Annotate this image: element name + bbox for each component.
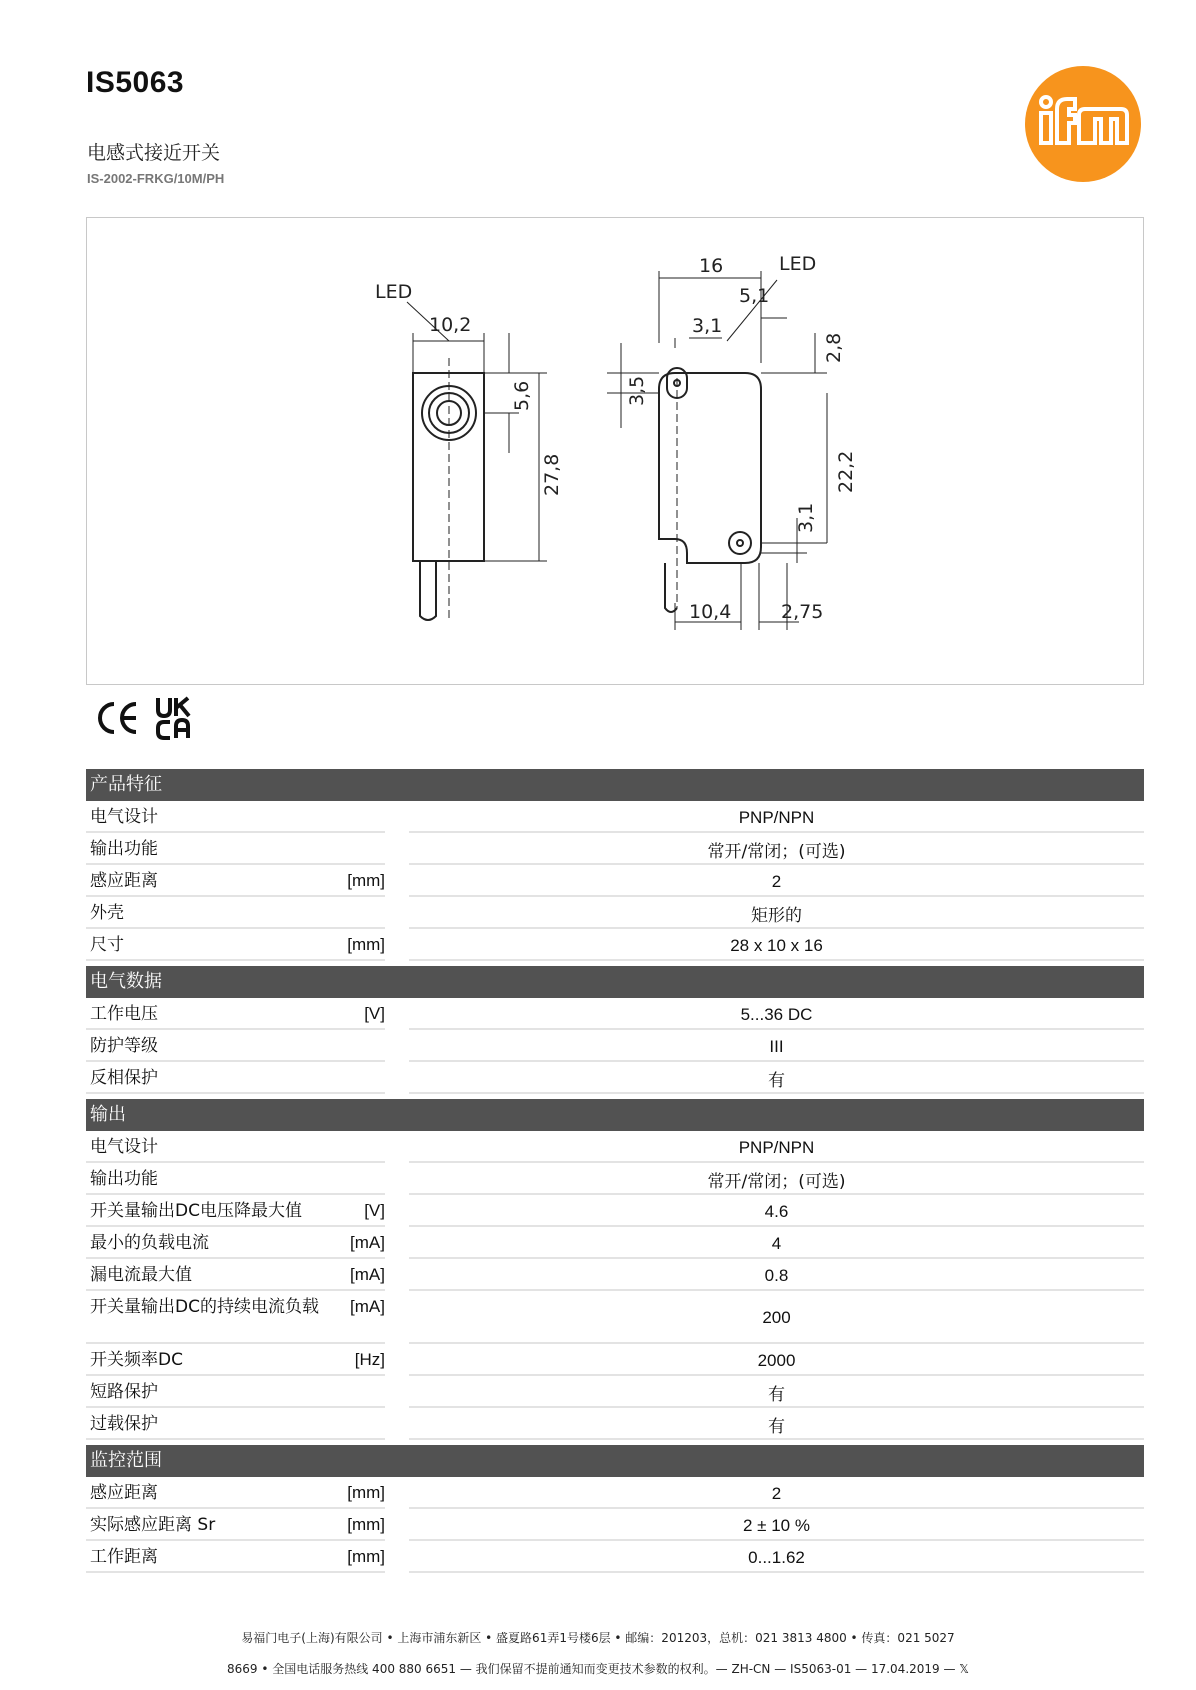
ifm-logo (1024, 65, 1142, 183)
table-row (86, 1480, 1144, 1509)
row-unit: [V] (364, 1201, 385, 1220)
table-row (86, 1065, 1144, 1094)
row-unit: [mm] (347, 1547, 385, 1566)
product-title: IS5063 (86, 66, 185, 99)
row-value: 有 (409, 1065, 1144, 1094)
product-code: IS-2002-FRKG/10M/PH (87, 171, 225, 186)
table-row (86, 804, 1144, 833)
table-row (86, 1198, 1144, 1227)
footer-address: 易福门电子(上海)有限公司 • 上海市浦东新区 • 盛夏路61弄1号楼6层 • 邮编：201203，总机：021 3813 4800 • 传真：021 5027 (241, 1631, 955, 1645)
dim-27-8: 27,8 (541, 453, 563, 496)
row-label: 感应距离 (90, 1483, 158, 1503)
table-row (86, 932, 1144, 961)
row-value: 2 (409, 868, 1144, 897)
row-value: 有 (409, 1379, 1144, 1408)
row-label: 感应距离 (90, 871, 158, 891)
dim-5-6: 5,6 (511, 380, 533, 411)
row-unit: [mm] (347, 1483, 385, 1502)
table-row (86, 1379, 1144, 1408)
row-value: III (409, 1033, 1144, 1062)
table-row (86, 1294, 1144, 1344)
row-value: 28 x 10 x 16 (409, 932, 1144, 961)
table-row (86, 1512, 1144, 1541)
row-label: 最小的负载电流 (90, 1233, 209, 1253)
dim-2-75: 2,75 (781, 601, 824, 623)
row-value: 2 (409, 1480, 1144, 1509)
table-row (86, 1033, 1144, 1062)
row-label: 输出功能 (90, 839, 158, 859)
row-label: 外壳 (90, 903, 124, 923)
led-label-right: LED (779, 253, 817, 275)
row-value: 0.8 (409, 1262, 1144, 1291)
table-row (86, 900, 1144, 929)
certification-marks (92, 694, 202, 740)
row-label: 电气设计 (90, 1137, 158, 1157)
row-value: 0...1.62 (409, 1544, 1144, 1573)
row-unit: [mm] (347, 935, 385, 954)
table-row (86, 1166, 1144, 1195)
ukca-mark (158, 698, 189, 738)
row-label: 防护等级 (90, 1036, 158, 1056)
table-row (86, 1411, 1144, 1440)
footer-legal: 8669 • 全国电话服务热线 400 880 6651 — 我们保留不提前通知而变更技术参数的权利。— ZH-CN — IS5063-01 — 17.04.2019 — 𝕏 (227, 1662, 969, 1676)
row-label: 实际感应距离 Sr (90, 1515, 216, 1535)
row-unit: [mA] (350, 1233, 385, 1252)
led-label-left: LED (375, 281, 413, 303)
row-unit: [Hz] (354, 1350, 385, 1369)
row-unit: [mA] (350, 1265, 385, 1284)
row-value: PNP/NPN (409, 804, 1144, 833)
row-label: 电气设计 (90, 807, 158, 827)
dim-5-1: 5,1 (739, 285, 770, 307)
dim-2-8: 2,8 (823, 332, 845, 363)
table-row (86, 1347, 1144, 1376)
dim-10-2: 10,2 (429, 314, 472, 336)
row-unit: [mm] (347, 871, 385, 890)
section-header-monitoring: 监控范围 (86, 1445, 1144, 1477)
row-value: 矩形的 (409, 900, 1144, 929)
row-unit: [mA] (350, 1297, 385, 1316)
table-row (86, 868, 1144, 897)
row-label: 尺寸 (90, 935, 124, 955)
row-value: 4 (409, 1230, 1144, 1259)
row-label: 工作距离 (90, 1547, 158, 1567)
section-header-features: 产品特征 (86, 769, 1144, 801)
row-unit: [mm] (347, 1515, 385, 1534)
dim-3-1-top: 3,1 (692, 315, 723, 337)
spec-tables (86, 769, 1144, 1573)
row-label: 漏电流最大值 (90, 1265, 192, 1285)
row-label: 过载保护 (90, 1414, 158, 1434)
row-value: 2 ± 10 % (409, 1512, 1144, 1541)
product-subtitle: 电感式接近开关 (87, 142, 221, 164)
row-label: 开关量输出DC的持续电流负载 (90, 1297, 319, 1317)
dim-3-5: 3,5 (626, 375, 648, 406)
dim-3-1-side: 3,1 (795, 502, 817, 533)
row-label: 反相保护 (90, 1068, 158, 1088)
row-label: 工作电压 (90, 1004, 158, 1024)
dim-16: 16 (699, 255, 724, 277)
ce-mark (100, 704, 114, 732)
table-row (86, 1001, 1144, 1030)
dim-22-2: 22,2 (835, 450, 857, 493)
row-label: 输出功能 (90, 1169, 158, 1189)
row-value: 4.6 (409, 1198, 1144, 1227)
row-value: 5...36 DC (409, 1001, 1144, 1030)
row-value: 常开/常闭；(可选) (409, 1166, 1144, 1195)
dimension-drawing (86, 217, 1144, 685)
row-unit: [V] (364, 1004, 385, 1023)
row-value: 有 (409, 1411, 1144, 1440)
section-header-electrical: 电气数据 (86, 966, 1144, 998)
row-value: 200 (409, 1294, 1144, 1344)
table-row (86, 1134, 1144, 1163)
table-row (86, 836, 1144, 865)
row-label: 开关量输出DC电压降最大值 (90, 1201, 302, 1221)
row-value: PNP/NPN (409, 1134, 1144, 1163)
table-row (86, 1262, 1144, 1291)
table-row (86, 1544, 1144, 1573)
row-value: 2000 (409, 1347, 1144, 1376)
dim-10-4: 10,4 (689, 601, 732, 623)
row-label: 短路保护 (90, 1382, 158, 1402)
row-label: 开关频率DC (90, 1350, 183, 1370)
section-header-output: 输出 (86, 1099, 1144, 1131)
table-row (86, 1230, 1144, 1259)
row-value: 常开/常闭；(可选) (409, 836, 1144, 865)
